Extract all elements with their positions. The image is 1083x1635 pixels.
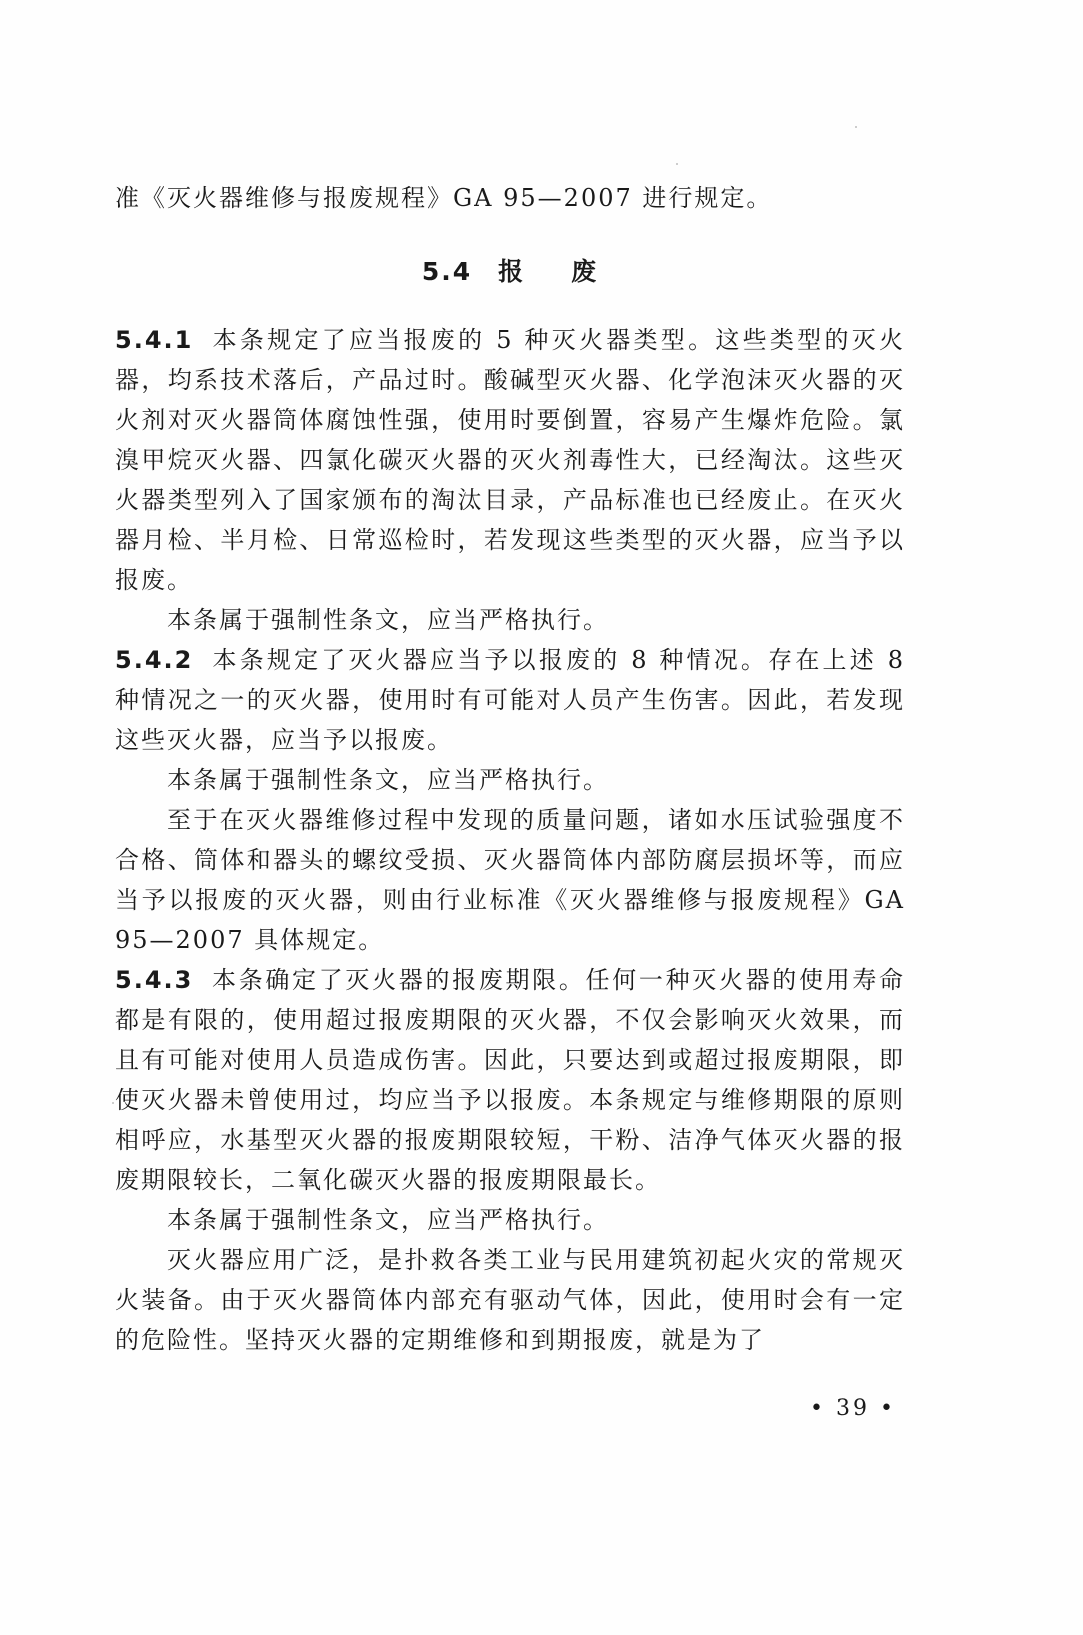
document-body	[115, 178, 905, 1360]
clause-extra-paragraph: 至于在灭火器维修过程中发现的质量问题，诸如水压试验强度不合格、筒体和器头的螺纹受损、灭火器筒体内部防腐层损坏等，而应当予以报废的灭火器，则由行业标准《灭火器维修与报废规程》GA 95—2007 具体规定。	[115, 806, 905, 954]
mandatory-note: 本条属于强制性条文，应当严格执行。	[167, 766, 609, 794]
intro-line: 准《灭火器维修与报废规程》GA 95—2007 进行规定。	[115, 184, 773, 212]
clause-number: 5.4.3	[115, 966, 194, 994]
page-number: • 39 •	[810, 1396, 896, 1421]
section-number: 5.4	[421, 257, 473, 286]
scan-speck	[676, 163, 678, 165]
clause-5-4-1	[115, 320, 905, 600]
section-title-char-1: 报	[498, 257, 526, 286]
clause-text: 本条确定了灭火器的报废期限。任何一种灭火器的使用寿命都是有限的，使用超过报废期限的灭火器，不仅会影响灭火效果，而且有可能对使用人员造成伤害。因此，只要达到或超过报废期限，即使灭火器未曾使用过，均应当予以报废。本条规定与维修期限的原则相呼应，水基型灭火器的报废期限较短，干粉、洁净气体灭火器的报废期限较长，二氧化碳灭火器的报废期限最长。	[115, 966, 905, 1194]
clause-5-4-3	[115, 960, 905, 1200]
section-title-char-2: 废	[571, 257, 599, 286]
mandatory-note: 本条属于强制性条文，应当严格执行。	[167, 606, 609, 634]
scan-speck	[855, 126, 857, 128]
clause-text: 本条规定了灭火器应当予以报废的 8 种情况。存在上述 8 种情况之一的灭火器，使用时有可能对人员产生伤害。因此，若发现这些灭火器，应当予以报废。	[115, 646, 905, 754]
clause-number: 5.4.2	[115, 646, 194, 674]
mandatory-note: 本条属于强制性条文，应当严格执行。	[167, 1206, 609, 1234]
clause-number: 5.4.1	[115, 326, 194, 354]
scan-speck	[112, 1102, 114, 1104]
clause-text: 本条规定了应当报废的 5 种灭火器类型。这些类型的灭火器，均系技术落后，产品过时。酸碱型灭火器、化学泡沫灭火器的灭火剂对灭火器筒体腐蚀性强，使用时要倒置，容易产生爆炸危险。氯溴甲烷灭火器、四氯化碳灭火器的灭火剂毒性大，已经淘汰。这些灭火器类型列入了国家颁布的淘汰目录，产品标准也已经废止。在灭火器月检、半月检、日常巡检时，若发现这些类型的灭火器，应当予以报废。	[115, 326, 905, 594]
clause-5-4-2	[115, 640, 905, 760]
section-heading	[115, 252, 905, 292]
clause-extra-paragraph: 灭火器应用广泛，是扑救各类工业与民用建筑初起火灾的常规灭火装备。由于灭火器筒体内部充有驱动气体，因此，使用时会有一定的危险性。坚持灭火器的定期维修和到期报废，就是为了	[115, 1246, 905, 1354]
